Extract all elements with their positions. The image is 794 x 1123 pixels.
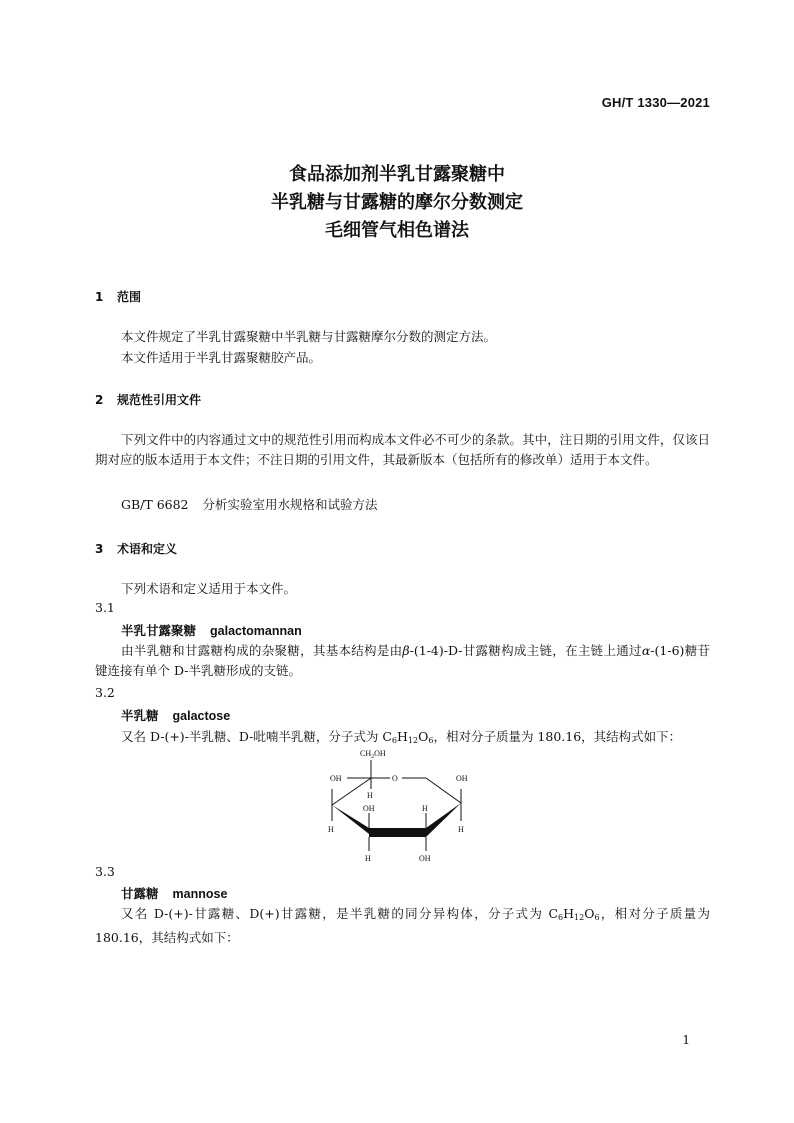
standard-number: GH/T 1330—2021 xyxy=(601,95,710,110)
definition-text: ，相对分子质量为 180.16，其结构式如下： xyxy=(95,906,710,945)
term-3-3-definition xyxy=(95,904,710,948)
subscript: 6 xyxy=(594,913,600,922)
section-1-paragraph-1: 本文件规定了半乳甘露聚糖中半乳糖与甘露糖摩尔分数的测定方法。 xyxy=(121,329,497,344)
term-english: galactomannan xyxy=(210,624,302,638)
term-english: galactose xyxy=(172,709,231,723)
section-2-heading xyxy=(95,391,201,408)
h-label: H xyxy=(422,804,428,813)
wedge-bond xyxy=(426,803,461,837)
definition-text: 由半乳糖和甘露糖构成的杂聚糖，其基本结构是由 xyxy=(121,643,403,658)
section-number: 3 xyxy=(95,542,104,556)
definition-text: 又名 D-(+)-甘露糖、D(+)甘露糖，是半乳糖的同分异构体，分子式为 C xyxy=(121,906,559,921)
title-line-3: 毛细管气相色谱法 xyxy=(325,220,469,241)
term-3-3-title xyxy=(121,884,227,902)
beta-symbol: β xyxy=(402,643,410,658)
section-1-paragraph-2: 本文件适用于半乳甘露聚糖胶产品。 xyxy=(121,350,322,365)
section-number: 1 xyxy=(95,290,104,304)
term-3-1-number: 3.1 xyxy=(95,600,115,615)
section-title: 规范性引用文件 xyxy=(117,393,202,407)
term-3-2-title xyxy=(121,706,230,724)
formula-element: H xyxy=(563,906,575,921)
section-2-paragraph: 下列文件中的内容通过文中的规范性引用而构成本文件必不可少的条款。其中，注日期的引用文件，仅该日期对应的版本适用于本文件；不注日期的引用文件，其最新版本（包括所有的修改单）适用于本文件。 xyxy=(95,432,710,467)
subscript: 12 xyxy=(407,736,419,745)
term-chinese: 半乳糖 xyxy=(121,708,159,723)
subscript: 6 xyxy=(428,736,434,745)
formula-element: O xyxy=(418,729,429,744)
subscript: 6 xyxy=(558,913,564,922)
h-label: H xyxy=(365,854,371,863)
reference-title: 分析实验室用水规格和试验方法 xyxy=(202,497,378,512)
definition-text: ，相对分子质量为 180.16，其结构式如下： xyxy=(433,729,682,744)
term-chinese: 半乳甘露聚糖 xyxy=(121,623,197,638)
reference-code: GB/T 6682 xyxy=(121,497,189,512)
h-label: H xyxy=(367,791,373,800)
oh-label: OH xyxy=(363,804,375,813)
oh-label: OH xyxy=(419,854,431,863)
ch2oh-label: $CH_2OH$ xyxy=(360,749,386,760)
section-1-heading xyxy=(95,288,141,305)
oh-label: OH xyxy=(330,774,342,783)
ring-oxygen-label: O xyxy=(392,774,398,783)
normative-reference xyxy=(121,495,378,513)
title-line-2: 半乳糖与甘露糖的摩尔分数测定 xyxy=(271,192,523,213)
definition-text: 又名 D-(+)-半乳糖、D-吡喃半乳糖，分子式为 C xyxy=(121,729,392,744)
section-3-heading xyxy=(95,540,177,557)
section-title: 范围 xyxy=(117,290,142,304)
h-label: H xyxy=(328,825,334,834)
definition-text: -(1-4)-D-甘露糖构成主链，在主链上通过 xyxy=(409,643,642,658)
definition-text: -(1-6)糖苷键连接有单个 D-半乳糖形成的支链。 xyxy=(95,643,710,678)
page-number: 1 xyxy=(682,1033,690,1047)
term-3-2-number: 3.2 xyxy=(95,685,115,700)
section-3-intro: 下列术语和定义适用于本文件。 xyxy=(121,581,297,596)
subscript: 12 xyxy=(574,913,585,922)
term-3-1-definition xyxy=(95,641,710,681)
ring-bottom-bond xyxy=(369,828,426,837)
alpha-symbol: α xyxy=(641,643,651,658)
galactose-structure-diagram xyxy=(318,745,478,867)
section-title: 术语和定义 xyxy=(117,542,178,556)
term-3-1-title xyxy=(121,621,302,639)
term-3-3-number: 3.3 xyxy=(95,864,115,879)
oh-label: OH xyxy=(456,774,468,783)
h-label: H xyxy=(458,825,464,834)
subscript: 6 xyxy=(391,736,398,745)
term-chinese: 甘露糖 xyxy=(121,886,159,901)
formula-element: O xyxy=(584,906,595,921)
term-english: mannose xyxy=(172,887,228,901)
title-line-1: 食品添加剂半乳甘露聚糖中 xyxy=(289,164,505,185)
section-number: 2 xyxy=(95,393,104,407)
term-3-2-definition xyxy=(121,727,681,745)
formula-element: H xyxy=(397,729,408,744)
